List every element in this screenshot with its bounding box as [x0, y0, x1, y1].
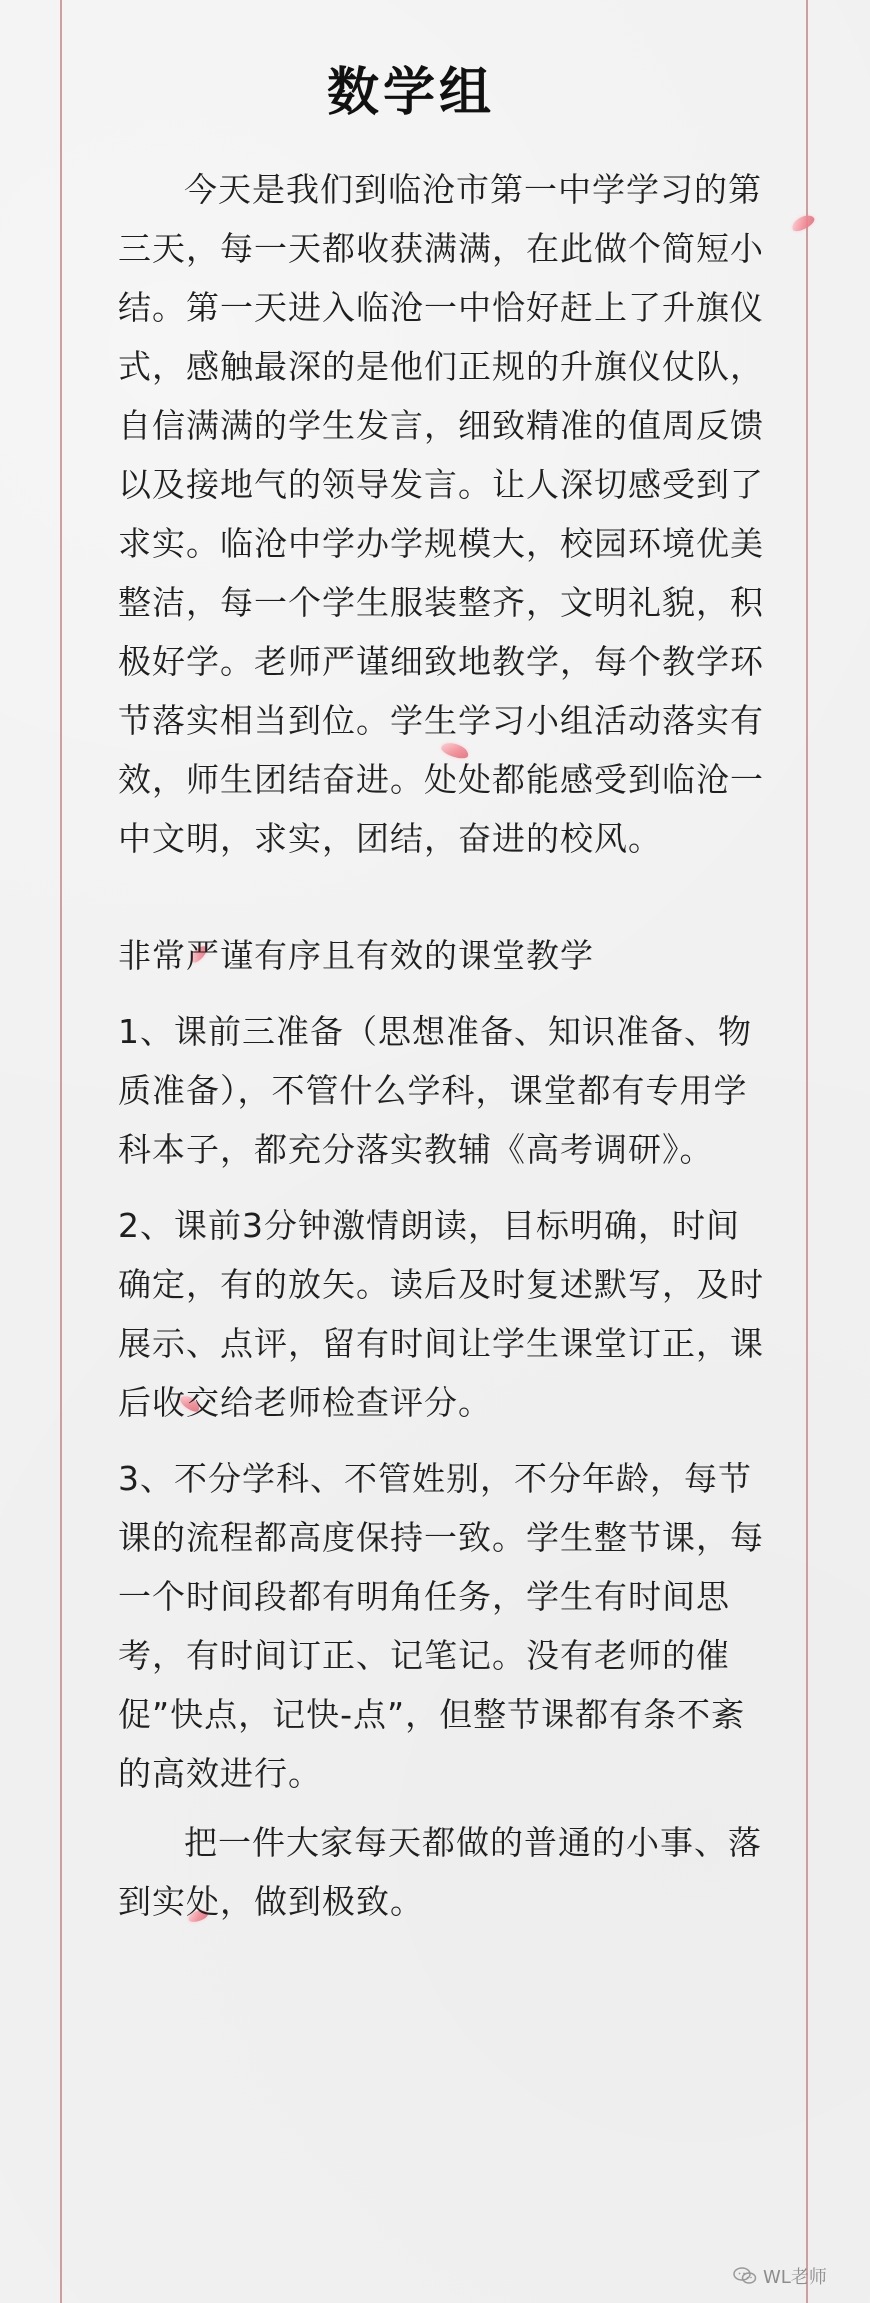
- right-margin-rule: [806, 0, 808, 2303]
- paragraph-gap: [118, 1432, 768, 1449]
- wechat-icon: [733, 2267, 757, 2285]
- left-margin-rule: [60, 0, 62, 2303]
- article-content: [118, 160, 768, 1931]
- teaching-point-2: 2、课前3分钟激情朗读，目标明确，时间确定，有的放矢。读后及时复述默写，及时展示、点评，留有时间让学生课堂订正，课后收交给老师检查评分。: [118, 1206, 764, 1422]
- section-heading: 非常严谨有序且有效的课堂教学: [118, 936, 594, 975]
- watermark-text: WL老师: [763, 2267, 827, 2288]
- section-gap: [118, 868, 768, 926]
- paragraph-gap: [118, 1179, 768, 1196]
- paragraph-gap: [118, 985, 768, 1002]
- summary-paragraph: 今天是我们到临沧市第一中学学习的第三天，每一天都收获满满，在此做个简短小结。第一天进入临沧一中恰好赶上了升旗仪式，感触最深的是他们正规的升旗仪仗队，自信满满的学生发言，细致精准的值周反馈以及接地气的领导发言。让人深切感受到了求实。临沧中学办学规模大，校园环境优美整洁，每一个学生服装整齐，文明礼貌，积极好学。老师严谨细致地教学，每个教学环节落实相当到位。学生学习小组活动落实有效，师生团结奋进。处处都能感受到临沧一中文明，求实，团结，奋进的校风。: [118, 170, 764, 858]
- paragraph-gap: [118, 1803, 768, 1813]
- teaching-point-3: 3、不分学科、不管姓别，不分年龄，每节课的流程都高度保持一致。学生整节课，每一个时间段都有明角任务，学生有时间思考，有时间订正、记笔记。没有老师的催促”快点，记快-点”，但整节课都有条不紊的高效进行。: [118, 1459, 764, 1793]
- wechat-watermark: [733, 2263, 827, 2289]
- page-title: 数学组: [326, 63, 495, 123]
- teaching-point-1: 1、课前三准备（思想准备、知识准备、物质准备），不管什么学科，课堂都有专用学科本子，都充分落实教辅《高考调研》。: [118, 1012, 752, 1169]
- closing-paragraph: 把一件大家每天都做的普通的小事、落到实处，做到极致。: [118, 1823, 762, 1921]
